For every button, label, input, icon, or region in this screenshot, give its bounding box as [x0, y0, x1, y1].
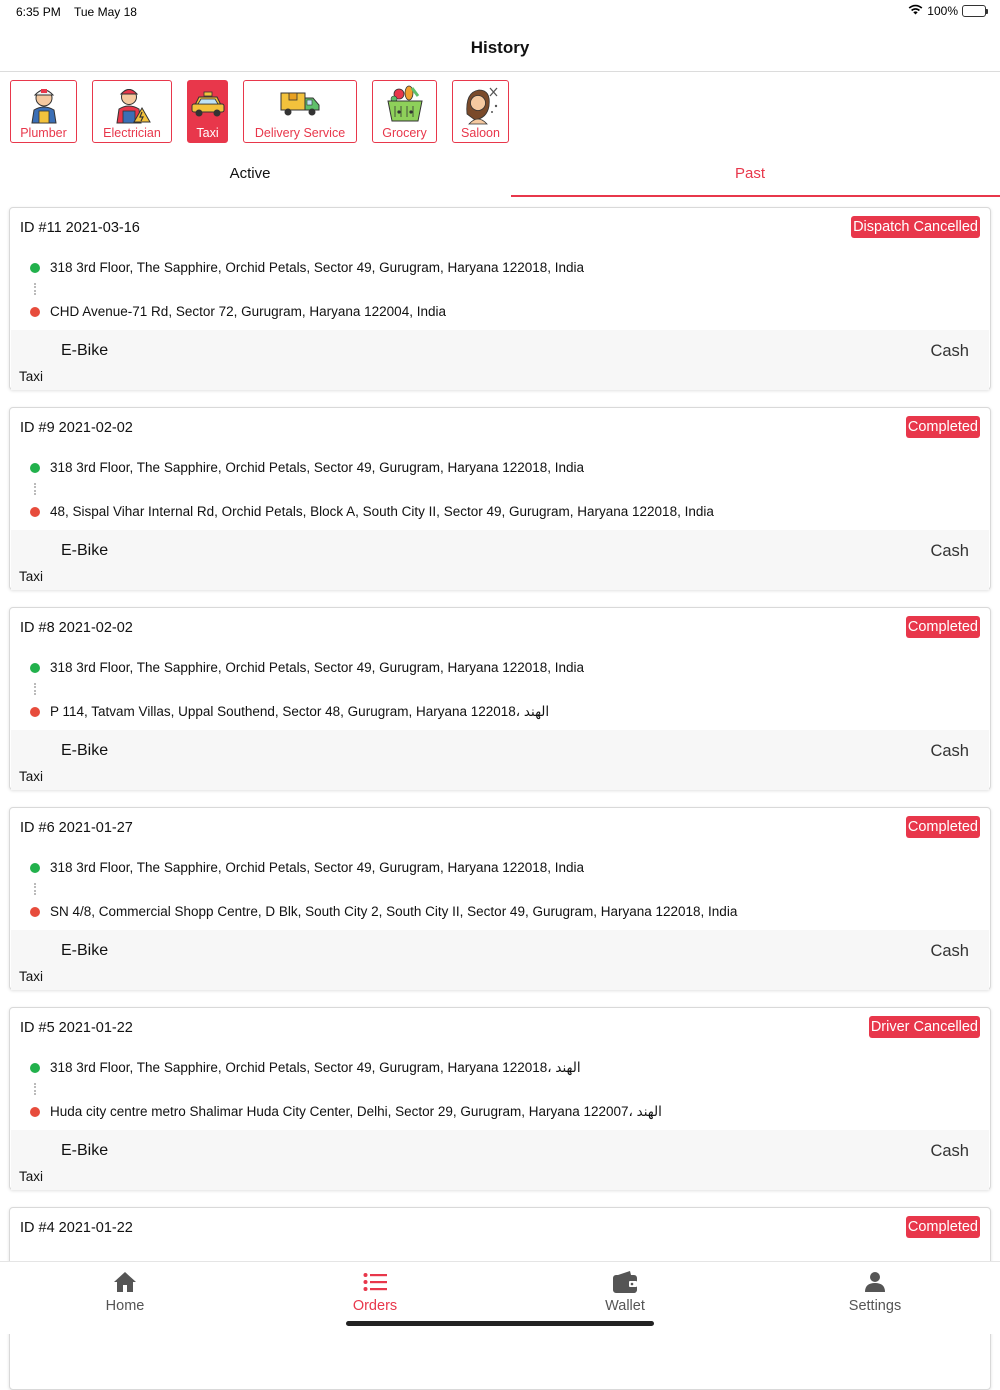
tab-past[interactable]: Past [500, 152, 1000, 197]
wifi-icon [908, 4, 923, 18]
order-footer [11, 330, 989, 390]
grocery-basket-icon [385, 84, 425, 124]
status-badge: Completed [906, 816, 980, 838]
history-tabs [0, 152, 1000, 197]
page-title: History [470, 38, 530, 57]
order-card[interactable] [9, 407, 991, 590]
category-taxi[interactable] [187, 80, 228, 143]
payment-method: Cash [930, 1142, 969, 1160]
category-label: Electrician [103, 126, 161, 140]
home-indicator [346, 1321, 654, 1326]
category-plumber[interactable] [10, 80, 77, 143]
dropoff-dot-icon [30, 707, 40, 717]
order-id: ID #6 2021-01-27 [20, 820, 133, 836]
payment-method: Cash [930, 742, 969, 760]
order-footer [11, 730, 989, 790]
status-badge: Completed [906, 416, 980, 438]
dropoff-address: Huda city centre metro Shalimar Huda City Center, Delhi, Sector 29, Gurugram, Haryana 122007، الهند [50, 1104, 662, 1119]
list-icon [250, 1268, 500, 1296]
status-badge: Driver Cancelled [869, 1016, 980, 1038]
category-saloon[interactable] [452, 80, 509, 143]
nav-settings[interactable] [750, 1262, 1000, 1334]
pickup-dot-icon [30, 863, 40, 873]
order-id: ID #8 2021-02-02 [20, 620, 133, 636]
category-label: Taxi [196, 126, 219, 140]
wallet-icon [500, 1268, 750, 1296]
dropoff-address: CHD Avenue-71 Rd, Sector 72, Gurugram, Haryana 122004, India [50, 304, 446, 319]
order-card[interactable] [9, 807, 991, 990]
pickup-address: 318 3rd Floor, The Sapphire, Orchid Petals, Sector 49, Gurugram, Haryana 122018, India [50, 460, 585, 475]
order-id: ID #9 2021-02-02 [20, 420, 133, 436]
category-label: Grocery [382, 126, 427, 140]
status-badge: Dispatch Cancelled [851, 216, 980, 238]
category-label: Plumber [20, 126, 67, 140]
service-type: Taxi [19, 369, 44, 384]
order-id: ID #5 2021-01-22 [20, 1020, 133, 1036]
dropoff-address: 48, Sispal Vihar Internal Rd, Orchid Petals, Block A, South City II, Sector 49, Gurugram, Haryana 122018, India [50, 504, 714, 519]
delivery-truck-icon [280, 84, 320, 124]
status-badge: Completed [906, 616, 980, 638]
vehicle-type: E-Bike [61, 742, 109, 759]
pickup-dot-icon [30, 263, 40, 273]
dropoff-dot-icon [30, 1107, 40, 1117]
pickup-dot-icon [30, 1063, 40, 1073]
order-list [9, 207, 991, 1260]
order-card[interactable] [9, 607, 991, 790]
dropoff-address: SN 4/8, Commercial Shopp Centre, D Blk, South City 2, South City II, Sector 49, Gurugram, Haryana 122018, India [50, 904, 738, 919]
payment-method: Cash [930, 542, 969, 560]
nav-home[interactable] [0, 1262, 250, 1334]
route-connector [34, 483, 36, 495]
nav-label: Wallet [605, 1298, 645, 1314]
order-footer [11, 1130, 989, 1190]
vehicle-type: E-Bike [61, 342, 109, 359]
pickup-address: 318 3rd Floor, The Sapphire, Orchid Petals, Sector 49, Gurugram, Haryana 122018، الهند [50, 1060, 581, 1075]
vehicle-type: E-Bike [61, 542, 109, 559]
service-type: Taxi [19, 1169, 44, 1184]
status-time: 6:35 PM [16, 5, 61, 19]
order-card[interactable] [9, 1007, 991, 1190]
battery-icon [962, 5, 986, 17]
battery-percent: 100% [927, 4, 958, 18]
vehicle-type: E-Bike [61, 1142, 109, 1159]
pickup-dot-icon [30, 463, 40, 473]
pickup-address: 318 3rd Floor, The Sapphire, Orchid Petals, Sector 49, Gurugram, Haryana 122018, India [50, 260, 585, 275]
vehicle-type: E-Bike [61, 942, 109, 959]
dropoff-dot-icon [30, 307, 40, 317]
category-label: Delivery Service [254, 126, 346, 140]
order-footer [11, 530, 989, 590]
service-type: Taxi [19, 569, 44, 584]
status-badge: Completed [906, 1216, 980, 1238]
order-card[interactable] [9, 207, 991, 390]
pickup-dot-icon [30, 663, 40, 673]
dropoff-dot-icon [30, 507, 40, 517]
status-bar [0, 0, 1000, 24]
route-connector [34, 683, 36, 695]
electrician-icon [112, 84, 152, 124]
payment-method: Cash [930, 942, 969, 960]
payment-method: Cash [930, 342, 969, 360]
nav-label: Home [105, 1298, 145, 1314]
status-date: Tue May 18 [74, 5, 137, 19]
service-type: Taxi [19, 769, 44, 784]
saloon-icon [461, 84, 501, 124]
plumber-icon [24, 84, 64, 124]
order-id: ID #11 2021-03-16 [20, 220, 140, 236]
status-right [908, 4, 986, 18]
dropoff-dot-icon [30, 907, 40, 917]
order-footer [11, 930, 989, 990]
route-connector [34, 1083, 36, 1095]
category-electrician[interactable] [92, 80, 172, 143]
order-id: ID #4 2021-01-22 [20, 1220, 133, 1236]
category-grocery[interactable] [372, 80, 437, 143]
nav-label: Settings [848, 1298, 902, 1314]
dropoff-address: P 114, Tatvam Villas, Uppal Southend, Sector 48, Gurugram, Haryana 122018، الهند [50, 704, 550, 719]
category-delivery-service[interactable] [243, 80, 357, 143]
person-icon [750, 1268, 1000, 1296]
nav-header [0, 28, 1000, 72]
pickup-address: 318 3rd Floor, The Sapphire, Orchid Petals, Sector 49, Gurugram, Haryana 122018, India [50, 860, 585, 875]
service-type: Taxi [19, 969, 44, 984]
nav-label: Orders [352, 1298, 398, 1314]
tab-active[interactable]: Active [229, 165, 271, 182]
pickup-address: 318 3rd Floor, The Sapphire, Orchid Petals, Sector 49, Gurugram, Haryana 122018, India [50, 660, 585, 675]
route-connector [34, 283, 36, 295]
home-icon [0, 1268, 250, 1296]
taxi-icon [188, 84, 228, 124]
category-label: Saloon [461, 126, 500, 140]
route-connector [34, 883, 36, 895]
